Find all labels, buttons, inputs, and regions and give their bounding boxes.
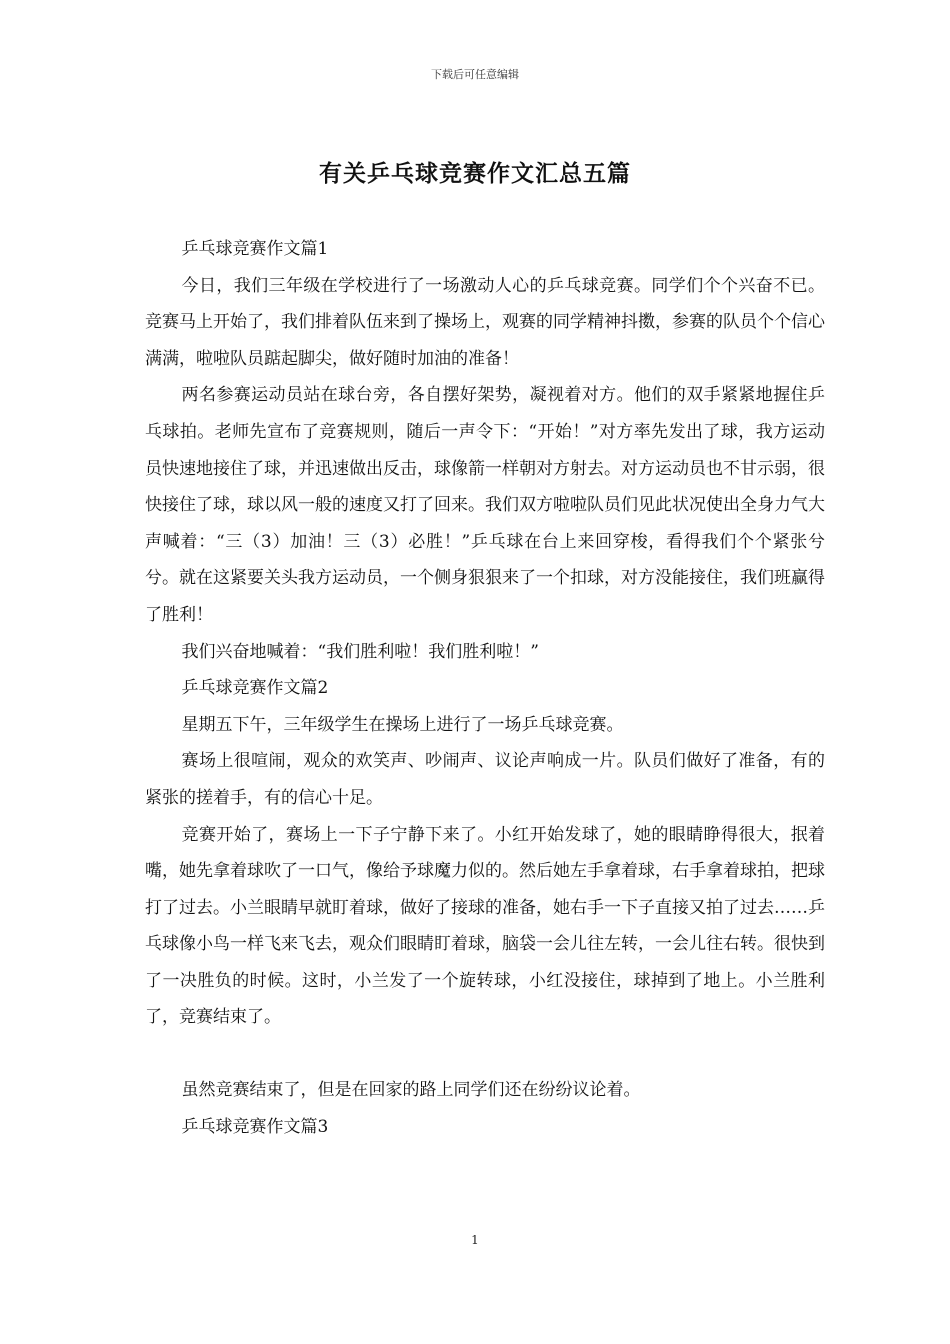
paragraph: 两名参赛运动员站在球台旁，各自摆好架势，凝视着对方。他们的双手紧紧地握住乒乓球拍。老师先宣布了竞赛规则，随后一声令下：“开始！”对方率先发出了球，我方运动员快速地接住了球，并迅速做出反击，球像箭一样朝对方射去。对方运动员也不甘示弱，很快接住了球，球以风一般的速度又打了回来。我们双方啦啦队员们见此状况使出全身力气大声喊着：“三（3）加油！三（3）必胜！”乒乓球在台上来回穿梭，看得我们个个紧张兮兮。就在这紧要关头我方运动员，一个侧身狠狠来了一个扣球，对方没能接住，我们班赢得了胜利！ (145, 385, 825, 625)
page-header: 下载后可任意编辑 (431, 68, 519, 81)
paragraph: 星期五下午，三年级学生在操场上进行了一场乒乓球竞赛。 (181, 714, 624, 735)
paragraph: 今日，我们三年级在学校进行了一场激动人心的乒乓球竞赛。同学们个个兴奋不已。竞赛马上开始了，我们排着队伍来到了操场上，观赛的同学精神抖擞，参赛的队员个个信心满满，啦啦队员踮起脚尖，做好随时加油的准备！ (145, 275, 825, 369)
page-number: 1 (471, 1233, 479, 1247)
paragraph: 我们兴奋地喊着：“我们胜利啦！我们胜利啦！” (181, 641, 539, 662)
paragraph: 竞赛开始了，赛场上一下子宁静下来了。小红开始发球了，她的眼睛睁得很大，抿着嘴，她先拿着球吹了一口气，像给予球魔力似的。然后她左手拿着球，右手拿着球拍，把球打了过去。小兰眼睛早就盯着球，做好了接球的准备，她右手一下子直接又拍了过去……乒乓球像小鸟一样飞来飞去，观众们眼睛盯着球，脑袋一会儿往左转，一会儿往右转。很快到了一决胜负的时候。这时，小兰发了一个旋转球，小红没接住，球掉到了地上。小兰胜利了，竞赛结束了。 (145, 824, 825, 1028)
section-heading: 乒乓球竞赛作文篇3 (181, 1116, 329, 1137)
section-heading: 乒乓球竞赛作文篇1 (181, 239, 329, 259)
section-heading: 乒乓球竞赛作文篇2 (181, 678, 329, 699)
paragraph: 赛场上很喧闹，观众的欢笑声、吵闹声、议论声响成一片。队员们做好了准备，有的紧张的搓着手，有的信心十足。 (145, 751, 825, 808)
paragraph: 虽然竞赛结束了，但是在回家的路上同学们还在纷纷议论着。 (181, 1080, 641, 1101)
document-body (145, 231, 825, 1145)
document-title: 有关乒乓球竞赛作文汇总五篇 (319, 160, 631, 187)
